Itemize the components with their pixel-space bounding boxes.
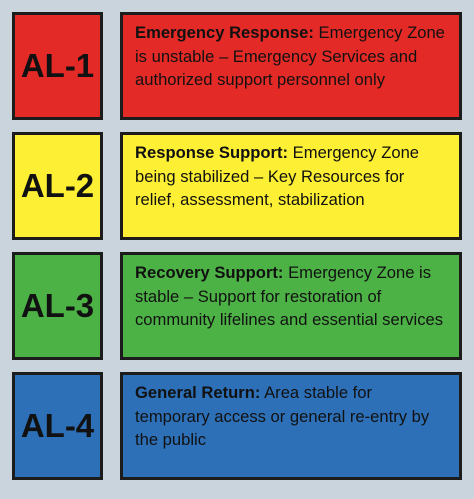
alert-level-heading: General Return:: [135, 383, 261, 402]
alert-level-heading: Response Support:: [135, 143, 289, 162]
alert-level-description: [135, 381, 447, 452]
alert-level-description: [135, 261, 447, 332]
alert-level-text: Emergency Zone being stabilized – Key Resources for relief, assessment, stabilization: [135, 143, 420, 209]
alert-level-text: Emergency Zone is stable – Support for restoration of community lifelines and essential services: [135, 263, 444, 329]
alert-level-heading: Recovery Support:: [135, 263, 284, 282]
alert-level-description-box: [120, 252, 462, 360]
alert-level-text: Emergency Zone is unstable – Emergency Services and authorized support personnel only: [135, 23, 445, 89]
alert-level-code: AL-3: [20, 287, 95, 324]
alert-level-badge: [12, 252, 103, 360]
alert-level-badge: [12, 372, 103, 480]
alert-level-description: [135, 141, 447, 212]
alert-level-text: Area stable for temporary access or general re-entry by the public: [135, 383, 430, 449]
alert-level-code: AL-4: [20, 407, 95, 444]
alert-level-description: [135, 21, 447, 92]
alert-level-description-box: [120, 12, 462, 120]
alert-level-code: AL-2: [20, 167, 95, 204]
alert-level-row-4: [0, 372, 474, 486]
alert-level-description-box: [120, 132, 462, 240]
alert-level-badge: [12, 132, 103, 240]
alert-level-row-1: [0, 12, 474, 126]
alert-level-heading: Emergency Response:: [135, 23, 314, 42]
alert-level-description-box: [120, 372, 462, 480]
alert-level-code: AL-1: [20, 47, 95, 84]
alert-level-row-2: [0, 132, 474, 246]
alert-level-row-3: [0, 252, 474, 366]
alert-level-badge: [12, 12, 103, 120]
